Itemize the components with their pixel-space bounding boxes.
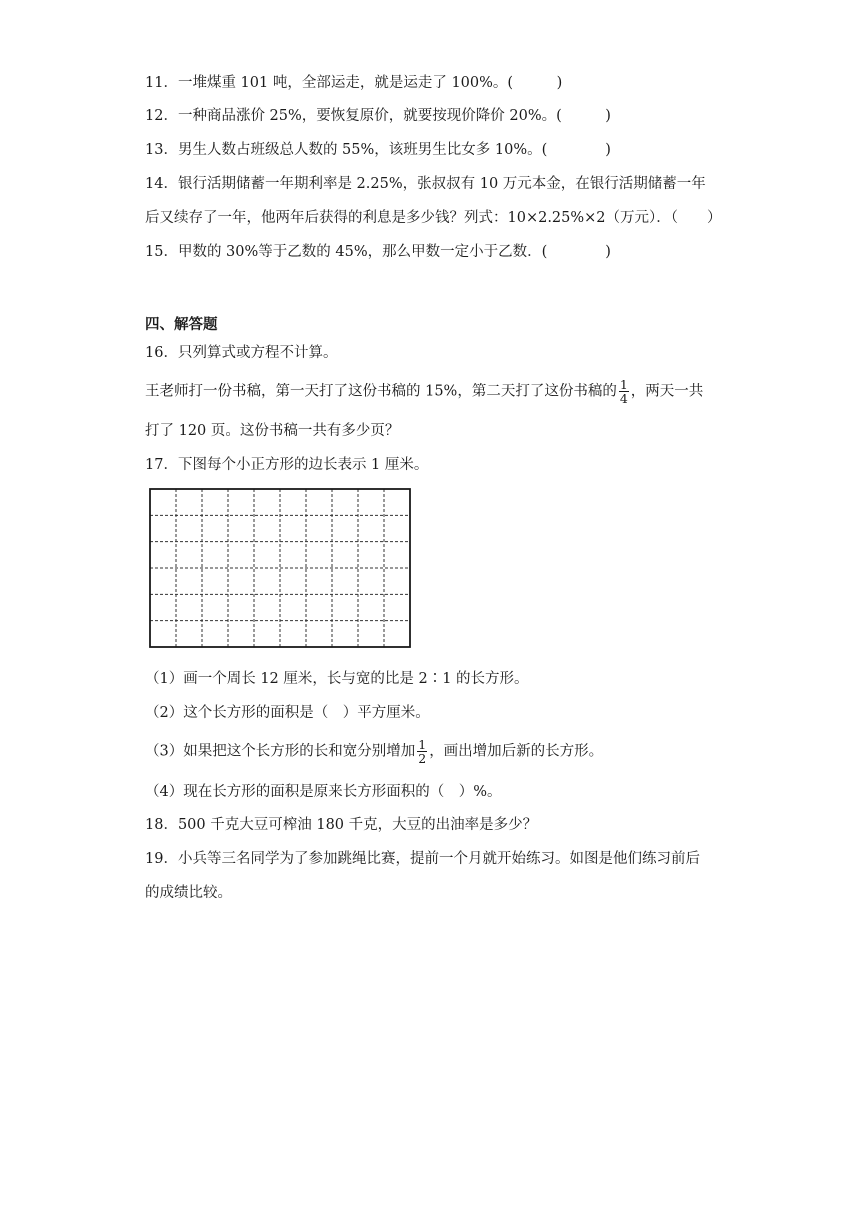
question-16-line-2: 打了 120 页。这份书稿一共有多少页？ — [145, 423, 400, 439]
section-heading: 四、解答题 — [145, 317, 218, 333]
question-12: 12．一种商品涨价 25%，要恢复原价，就要按现价降价 20%。( ) — [145, 108, 611, 124]
question-16-text-a: 王老师打一份书稿，第一天打了这份书稿的 15%，第二天打了这份书稿的 — [145, 383, 617, 400]
question-19-line-1: 19．小兵等三名同学为了参加跳绳比赛，提前一个月就开始练习。如图是他们练习前后 — [145, 851, 700, 867]
question-16-title: 16．只列算式或方程不计算。 — [145, 345, 338, 361]
question-17-title: 17．下图每个小正方形的边长表示 1 厘米。 — [145, 457, 429, 473]
question-14-line-1: 14．银行活期储蓄一年期利率是 2.25%，张叔叔有 10 万元本金，在银行活期储蓄一年 — [145, 176, 706, 192]
question-17-part-1: （1）画一个周长 12 厘米，长与宽的比是 2∶1 的长方形。 — [145, 671, 529, 687]
grid-svg — [147, 486, 413, 650]
question-19-line-2: 的成绩比较。 — [145, 885, 232, 901]
question-17-part-3-text-a: （3）如果把这个长方形的长和宽分别增加 — [145, 743, 416, 760]
question-14-line-2: 后又续存了一年，他两年后获得的利息是多少钱？列式：10×2.25%×2（万元）．（ ） — [145, 210, 722, 226]
question-18: 18．500 千克大豆可榨油 180 千克，大豆的出油率是多少？ — [145, 817, 538, 833]
question-16-line-1 — [145, 378, 703, 405]
fraction-one-half: $\frac{1}{2}$ — [418, 737, 427, 766]
question-13: 13．男生人数占班级总人数的 55%，该班男生比女多 10%。( ) — [145, 142, 611, 158]
question-16-text-b: ，两天一共 — [630, 383, 704, 400]
fraction-one-quarter: $\frac{1}{4}$ — [619, 377, 628, 406]
question-11: 11．一堆煤重 101 吨，全部运走，就是运走了 100%。( ) — [145, 75, 563, 91]
question-17-part-4: （4）现在长方形的面积是原来长方形面积的（ ）%。 — [145, 784, 502, 800]
question-17-part-3 — [145, 738, 603, 765]
question-15: 15．甲数的 30%等于乙数的 45%，那么甲数一定小于乙数．( ) — [145, 244, 611, 260]
question-17-part-2: （2）这个长方形的面积是（ ）平方厘米。 — [145, 705, 430, 721]
square-grid — [147, 486, 413, 654]
grid-dashed-lines — [150, 489, 410, 647]
question-17-part-3-text-b: ，画出增加后新的长方形。 — [429, 743, 604, 760]
